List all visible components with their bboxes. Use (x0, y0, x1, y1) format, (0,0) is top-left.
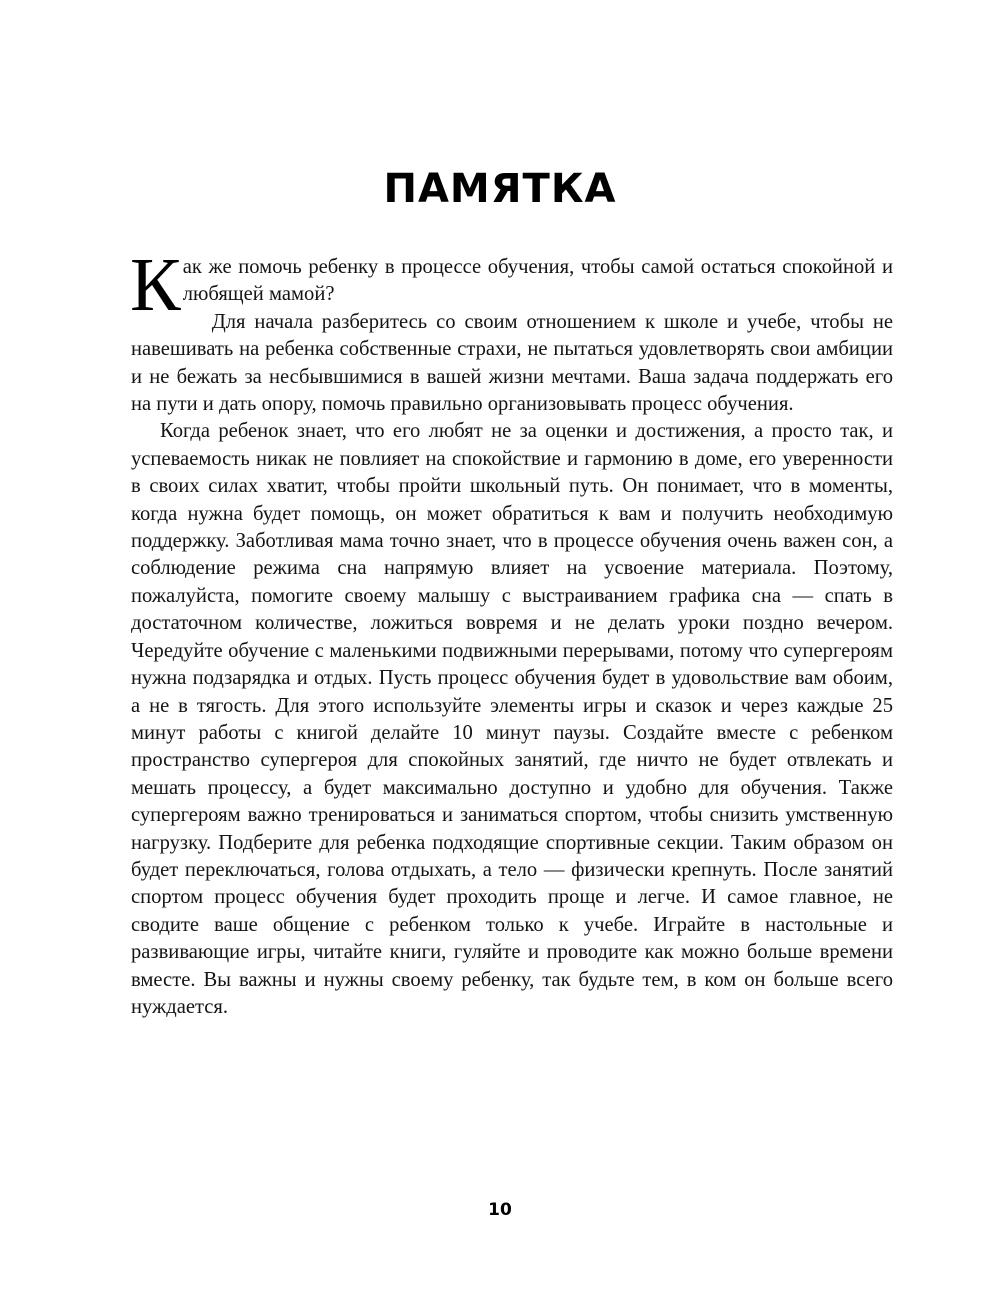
body-text (130, 243, 893, 1021)
paragraph-2: Когда ребенок знает, что его любят не за оценки и достижения, а просто так, и успеваемость никак не повлияет на спокойствие и гармонию в доме, его уверенности в своих силах хватит, чтобы пройти школьный путь. Он понимает, что в моменты, когда нужна будет помощь, он может обратиться к вам и получить необходимую поддержку. Заботливая мама точно знает, что в процессе обучения очень важен сон, а соблюдение режима сна напрямую влияет на усвоение материала. Поэтому, пожалуйста, помогите своему малышу с выстраиванием графика сна — спать в достаточном количестве, ложиться вовремя и не делать уроки поздно вечером. Чередуйте обучение с маленькими подвижными перерывами, потому что супергероям нужна подзарядка и отдых. Пусть процесс обучения будет в удовольствие вам обоим, а не в тягость. Для этого используйте элементы игры и сказок и через каждые 25 минут работы с книгой делайте 10 минут паузы. Создайте вместе с ребенком пространство супергероя для спокойных занятий, где ничто не будет отвлекать и мешать процессу, а будет максимально доступно и удобно для обучения. Также супергероям важно тренироваться и заниматься спортом, чтобы снизить умственную нагрузку. Подберите для ребенка подходящие спортивные секции. Таким образом он будет переключаться, голова отдыхать, а тело — физически крепнуть. После занятий спортом процесс обучения будет проходить проще и легче. И самое главное, не сводите ваше общение с ребенком только к учебе. Играйте в настольные и развивающие игры, читайте книги, гуляйте и проводите как можно больше времени вместе. Вы важны и нужны своему ребенку, так будьте тем, в ком он больше всего нуждается. (131, 420, 893, 1018)
page-title: ПАМЯТКА (383, 166, 617, 212)
intro-text: ак же помочь ребенку в процессе обучения, чтобы самой остаться спокойной и любящей мамой? (182, 256, 893, 306)
page-number: 10 (488, 1200, 512, 1220)
intro-paragraph (130, 243, 893, 327)
dropcap-letter: К (130, 243, 181, 327)
paragraph-1: Для начала разберитесь со своим отношением к школе и учебе, чтобы не навешивать на ребенка собственные страхи, не пытаться удовлетворять свои амбиции и не бежать за несбывшимися в вашей жизни мечтами. Ваша задача поддержать его на пути и дать опору, помочь правильно организовывать процесс обучения. (131, 310, 893, 416)
